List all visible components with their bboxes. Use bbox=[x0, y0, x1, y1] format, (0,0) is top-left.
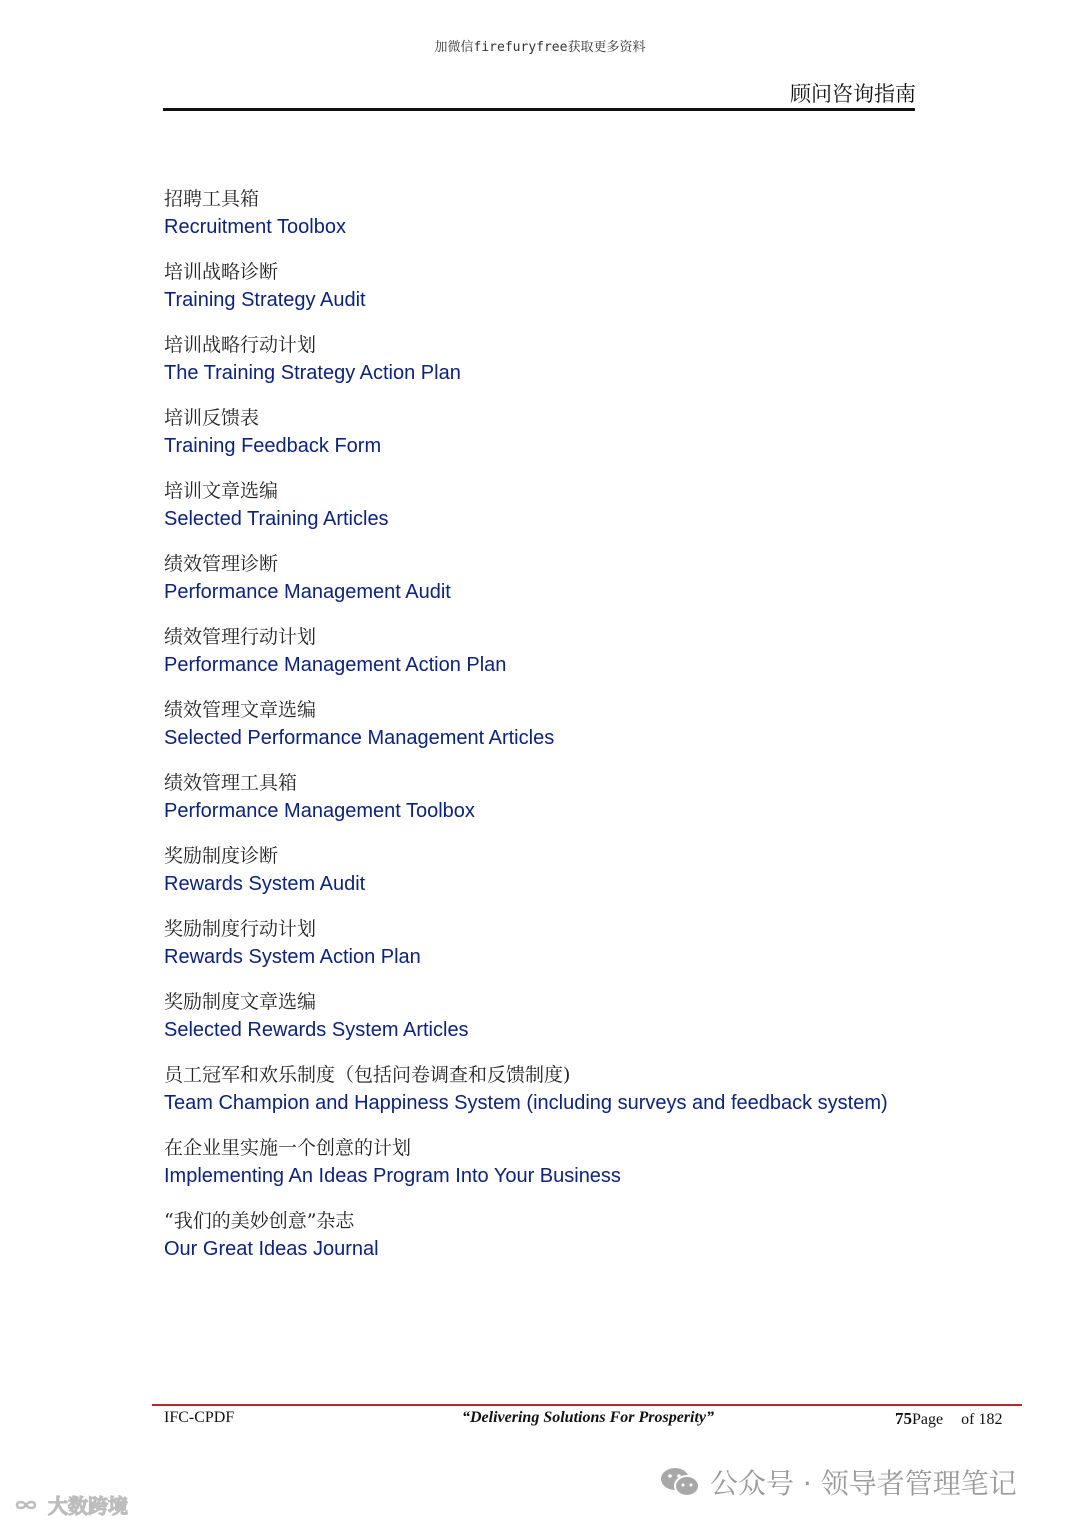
list-item bbox=[164, 696, 916, 752]
entry-english-title: Selected Performance Management Articles bbox=[164, 727, 555, 749]
entry-chinese-title: 绩效管理行动计划 bbox=[164, 626, 317, 648]
list-item bbox=[164, 623, 916, 679]
page-label: Page bbox=[912, 1411, 944, 1428]
entry-chinese-title: 绩效管理文章选编 bbox=[164, 699, 317, 721]
corner-logo-text: 大数跨境 bbox=[48, 1494, 128, 1518]
footer-page-indicator bbox=[895, 1409, 1002, 1429]
entry-chinese-title: 奖励制度行动计划 bbox=[164, 918, 317, 940]
header-title: 顾问咨询指南 bbox=[790, 82, 916, 106]
entry-chinese-title: 奖励制度文章选编 bbox=[164, 991, 317, 1013]
entry-chinese-title: 绩效管理诊断 bbox=[164, 553, 279, 575]
corner-logo-watermark bbox=[8, 1490, 128, 1519]
entry-chinese-title: 招聘工具箱 bbox=[164, 188, 260, 210]
entry-english-title: Training Strategy Audit bbox=[164, 289, 366, 311]
wechat-account-watermark bbox=[660, 1462, 1017, 1502]
footer-slogan: “Delivering Solutions For Prosperity” bbox=[462, 1409, 715, 1426]
list-item bbox=[164, 915, 916, 971]
entry-english-title: Selected Training Articles bbox=[164, 508, 389, 530]
entry-chinese-title: 在企业里实施一个创意的计划 bbox=[164, 1137, 412, 1159]
list-item bbox=[164, 258, 916, 314]
list-item bbox=[164, 1134, 916, 1190]
entry-chinese-title: 培训文章选编 bbox=[164, 480, 279, 502]
entry-chinese-title: 培训战略行动计划 bbox=[164, 334, 317, 356]
list-item bbox=[164, 1207, 916, 1263]
entry-chinese-title: 员工冠军和欢乐制度（包括问卷调查和反馈制度) bbox=[164, 1064, 571, 1086]
list-item bbox=[164, 550, 916, 606]
entry-english-title: Performance Management Audit bbox=[164, 581, 451, 603]
entry-english-title: Our Great Ideas Journal bbox=[164, 1238, 379, 1260]
toc-list bbox=[164, 185, 916, 1280]
entry-english-title: Rewards System Audit bbox=[164, 873, 366, 895]
entry-chinese-title: 绩效管理工具箱 bbox=[164, 772, 298, 794]
entry-chinese-title: 奖励制度诊断 bbox=[164, 845, 279, 867]
list-item bbox=[164, 477, 916, 533]
entry-english-title: Performance Management Toolbox bbox=[164, 800, 475, 822]
header-rule bbox=[163, 108, 915, 111]
entry-english-title: Performance Management Action Plan bbox=[164, 654, 507, 676]
list-item bbox=[164, 988, 916, 1044]
entry-english-title: Team Champion and Happiness System (including surveys and feedback system) bbox=[164, 1092, 888, 1114]
entry-english-title: The Training Strategy Action Plan bbox=[164, 362, 461, 384]
wechat-account-name: 公众号 · 领导者管理笔记 bbox=[710, 1467, 1017, 1500]
entry-chinese-title: 培训反馈表 bbox=[164, 407, 260, 429]
entry-english-title: Implementing An Ideas Program Into Your Business bbox=[164, 1165, 621, 1187]
top-watermark-note: 加微信firefuryfree获取更多资料 bbox=[434, 40, 646, 55]
entry-english-title: Rewards System Action Plan bbox=[164, 946, 421, 968]
entry-english-title: Selected Rewards System Articles bbox=[164, 1019, 469, 1041]
entry-english-title: Training Feedback Form bbox=[164, 435, 382, 457]
list-item bbox=[164, 842, 916, 898]
entry-chinese-title: “我们的美妙创意”杂志 bbox=[164, 1210, 355, 1232]
footer-doc-code: IFC-CPDF bbox=[164, 1409, 235, 1426]
infinity-logo-icon bbox=[8, 1494, 44, 1516]
list-item bbox=[164, 331, 916, 387]
page-number: 75 bbox=[895, 1409, 912, 1428]
entry-chinese-title: 培训战略诊断 bbox=[164, 261, 279, 283]
wechat-icon bbox=[660, 1465, 700, 1499]
footer-rule bbox=[152, 1404, 1022, 1406]
list-item bbox=[164, 1061, 916, 1117]
entry-english-title: Recruitment Toolbox bbox=[164, 216, 346, 238]
page-total: of 182 bbox=[961, 1411, 1003, 1428]
list-item bbox=[164, 185, 916, 241]
list-item bbox=[164, 769, 916, 825]
list-item bbox=[164, 404, 916, 460]
